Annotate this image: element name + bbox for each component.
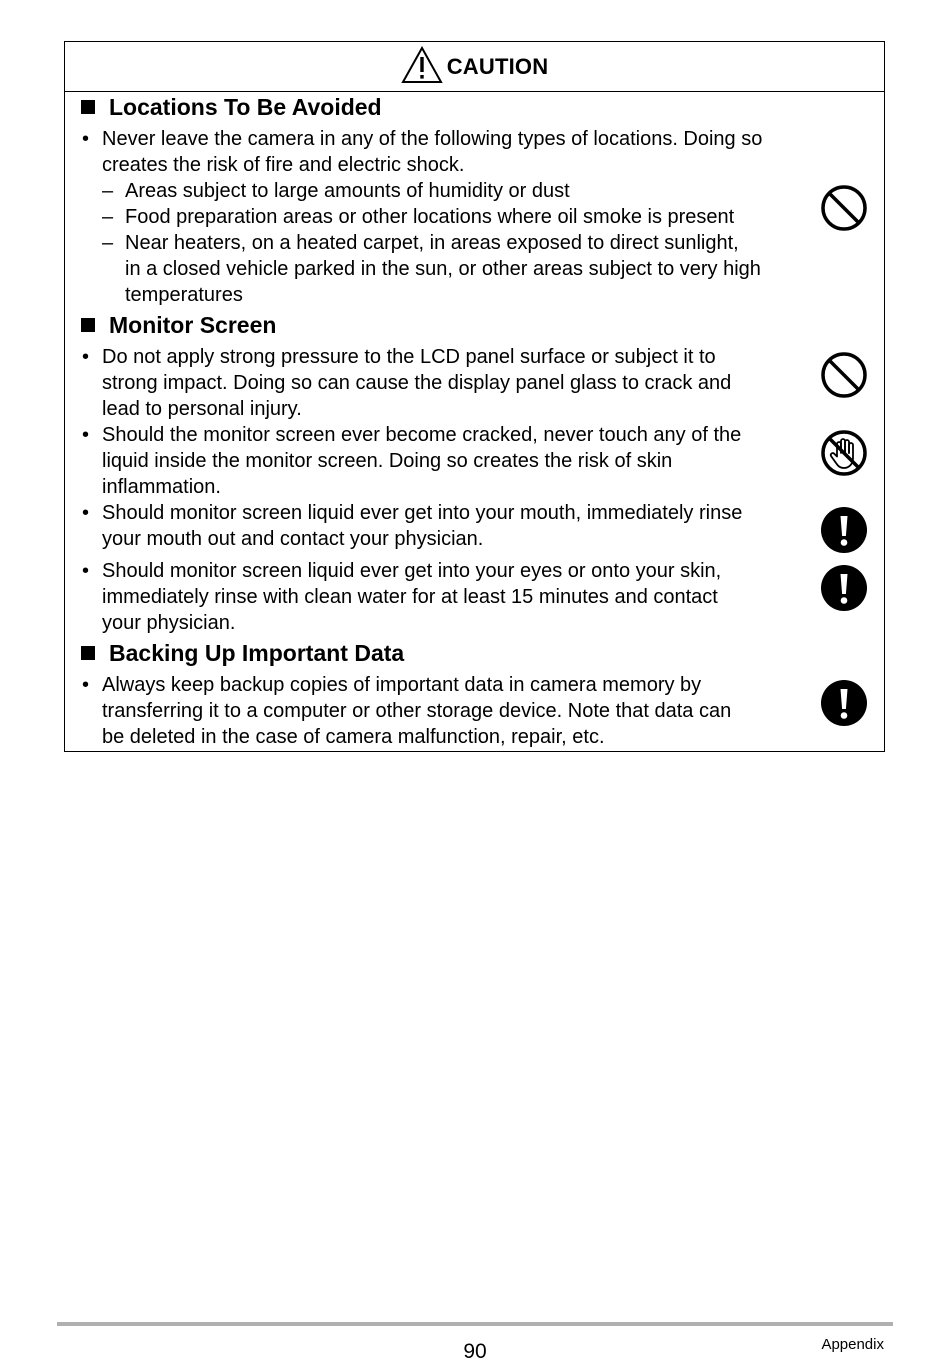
square-bullet-icon: [81, 318, 95, 332]
body-line: strong impact. Doing so can cause the display panel glass to crack and: [102, 372, 732, 394]
sub-item: Food preparation areas or other locations where oil smoke is present: [125, 206, 735, 228]
caution-box: [64, 41, 885, 752]
prohibited-icon: [820, 184, 868, 232]
do-not-touch-icon: [820, 429, 868, 477]
mandatory-action-icon: [820, 506, 868, 554]
page-number: 90: [463, 1340, 487, 1363]
body-line: immediately rinse with clean water for at least 15 minutes and contact: [102, 586, 718, 608]
section-heading-text: Backing Up Important Data: [109, 639, 405, 666]
body-line: Never leave the camera in any of the following types of locations. Doing so: [102, 128, 763, 150]
section-heading-monitor: [81, 311, 276, 339]
body-line: be deleted in the case of camera malfunction, repair, etc.: [102, 726, 605, 748]
section-heading-backup: [81, 639, 404, 667]
bullet-icon: •: [82, 128, 90, 150]
body-line: liquid inside the monitor screen. Doing so creates the risk of skin: [102, 450, 673, 472]
mandatory-action-icon: [820, 679, 868, 727]
sub-item: temperatures: [125, 284, 243, 306]
body-line: Do not apply strong pressure to the LCD panel surface or subject it to: [102, 346, 716, 368]
body-line: transferring it to a computer or other storage device. Note that data can: [102, 700, 732, 722]
footer-section-label: Appendix: [821, 1336, 884, 1353]
footer-rule: [57, 1322, 893, 1326]
warning-triangle-icon: [401, 46, 443, 84]
sub-item: Areas subject to large amounts of humidity or dust: [125, 180, 570, 202]
caution-header: [65, 42, 884, 92]
body-line: Should monitor screen liquid ever get into your mouth, immediately rinse: [102, 502, 743, 524]
bullet-icon: •: [82, 674, 90, 696]
caution-title: CAUTION: [446, 53, 549, 79]
body-line: Should the monitor screen ever become cracked, never touch any of the: [102, 424, 742, 446]
body-line: creates the risk of fire and electric shock.: [102, 154, 465, 176]
body-line: your physician.: [102, 612, 236, 634]
bullet-icon: •: [82, 346, 90, 368]
bullet-icon: •: [82, 502, 90, 524]
dash-icon: –: [102, 206, 114, 228]
section-heading-text: Locations To Be Avoided: [109, 93, 382, 120]
body-line: inflammation.: [102, 476, 221, 498]
body-line: your mouth out and contact your physician.: [102, 528, 484, 550]
section-heading-locations: [81, 93, 382, 121]
body-line: lead to personal injury.: [102, 398, 302, 420]
dash-icon: –: [102, 232, 114, 254]
square-bullet-icon: [81, 646, 95, 660]
dash-icon: –: [102, 180, 114, 202]
body-line: Always keep backup copies of important data in camera memory by: [102, 674, 702, 696]
bullet-icon: •: [82, 560, 90, 582]
sub-item: Near heaters, on a heated carpet, in areas exposed to direct sunlight,: [125, 232, 739, 254]
prohibited-icon: [820, 351, 868, 399]
bullet-icon: •: [82, 424, 90, 446]
mandatory-action-icon: [820, 564, 868, 612]
section-heading-text: Monitor Screen: [109, 311, 277, 338]
sub-item: in a closed vehicle parked in the sun, or other areas subject to very high: [125, 258, 761, 280]
body-line: Should monitor screen liquid ever get into your eyes or onto your skin,: [102, 560, 722, 582]
square-bullet-icon: [81, 100, 95, 114]
